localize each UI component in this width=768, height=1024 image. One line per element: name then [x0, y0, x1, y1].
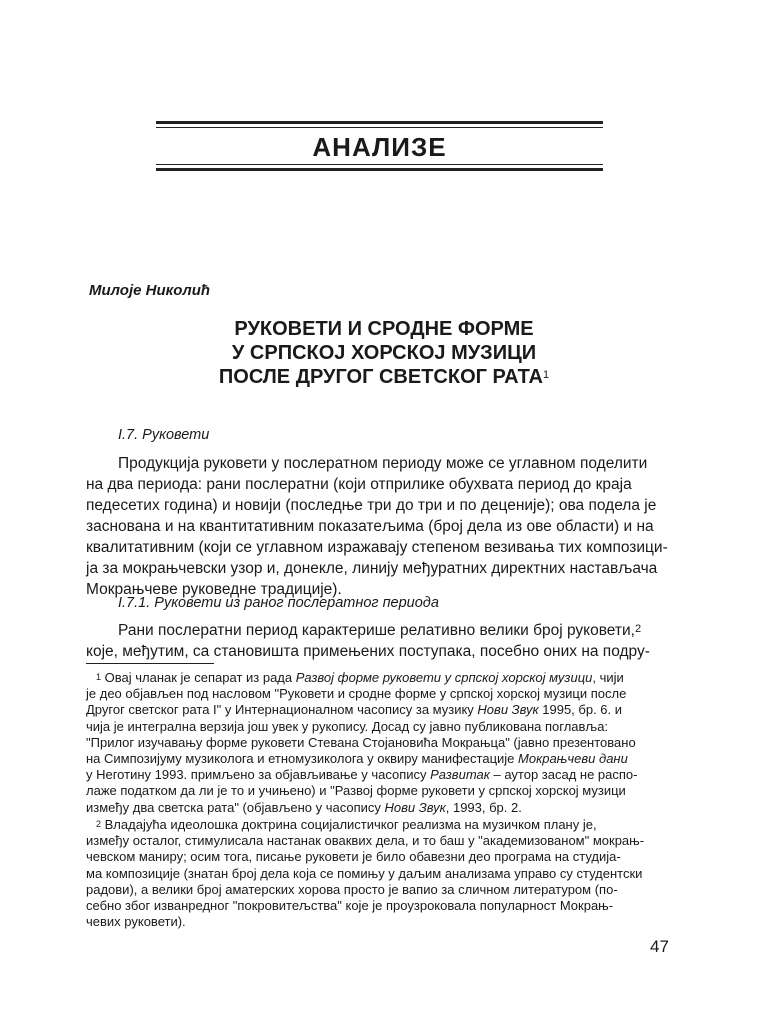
paragraph-1-line: заснована и на квантитативним показатељима (број дела из ове области) и на [86, 518, 654, 535]
footnote-2-line [86, 817, 683, 833]
paragraph-2-line: које, међутим, са становишта примењених поступака, посебно оних на подру- [86, 643, 650, 660]
footnote-1-line: лаже податком да ли је то и учињено) и "Развој форме руковети у српској хорској музици [86, 783, 626, 799]
header-rule-bottom-thick [156, 168, 603, 171]
footnote-2-line: чевском маниру; осим тога, писање руковети је било обавезни део програма на студија- [86, 849, 621, 865]
article-title-line-3 [0, 365, 768, 389]
footnote-text: , чији [592, 670, 624, 685]
article-title-line-3-text: ПОСЛЕ ДРУГОГ СВЕТСКОГ РАТА [218, 366, 543, 388]
footnote-text: , 1993, бр. 2. [445, 799, 522, 815]
footnote-text: у Неготину 1993. примљено за објављивање у часопису [86, 767, 431, 783]
paragraph-1-line: квалитативним (који се углавном изражавају степеном везивања тих композици- [86, 539, 668, 556]
footnote-text: 1995, бр. 6. и [538, 702, 623, 718]
footnote-1-line: "Прилог изучавању форме руковети Стевана Стојановића Мокрањца" (јавно презентовано [86, 734, 636, 750]
section-heading-1: I.7. Руковети [118, 427, 210, 443]
page-number: 47 [650, 937, 669, 956]
author-name: Милоје Николић [89, 282, 211, 299]
footnote-2-line: радови), а велики број аматерских хорова просто је вапио за сличном литературом (по- [86, 881, 618, 897]
footnote-1-line [86, 800, 683, 816]
section-heading-2: I.7.1. Руковети из раног послератног периода [118, 595, 439, 611]
footnote-1-line [86, 767, 683, 783]
header-rule-top-thick [156, 121, 603, 124]
footnote-2 [86, 817, 683, 930]
footnote-2-number: 2 [96, 819, 102, 829]
paragraph-1-line: на два периода: рани послератни (који отприлике обухвата период до краја [86, 476, 632, 493]
footnote-ref-2[interactable]: 2 [634, 623, 642, 635]
article-title-line-2: У СРПСКОЈ ХОРСКОЈ МУЗИЦИ [231, 342, 537, 364]
paragraph-1-line: ја за мокрањчевски узор и, донекле, линију међуратних директних настављача [86, 560, 658, 577]
footnote-italic-text: Нови Звук [384, 799, 446, 815]
paragraph-1-line: Мокрањчеве руковедне традиције). [86, 581, 342, 598]
paragraph-2 [86, 620, 683, 662]
article-title-line-1: РУКОВЕТИ И СРОДНЕ ФОРМЕ [234, 318, 534, 340]
footnote-1-line [86, 670, 683, 686]
footnote-text: између два светска рата" (објављено у часопису [86, 799, 385, 815]
article-title [0, 317, 768, 389]
footnote-2-line: између осталог, стимулисала настанак оваквих дела, и то баш у "академизованом" мокрањ- [86, 833, 645, 849]
footnote-2-line: чевих руковети). [86, 914, 186, 930]
footnote-1-number: 1 [96, 672, 102, 682]
footnote-italic-text: Нови Звук [477, 702, 539, 718]
paragraph-1-line: Продукција руковети у послератном периоду може се углавном поделити [118, 455, 648, 472]
footnote-1-line: чија је интегрална верзија још увек у рукопису. Досад су јавно публикована поглавља: [86, 718, 609, 734]
footnote-text: Владајућа идеолошка доктрина социјалистичког реализма на музичком плану је, [104, 817, 597, 832]
footnote-1-line [86, 751, 683, 767]
header-rule-bottom-thin [156, 164, 603, 165]
paragraph-1-line: педесетих година) и новији (последње три до три и по деценије); ова подела је [86, 497, 657, 514]
footnote-ref-1[interactable]: 1 [542, 369, 550, 381]
footnote-text: Другог светског рата I" у Интернационалном часопису за музику [86, 702, 478, 718]
paragraph-2-line-1-text: Рани послератни период карактерише релативно велики број руковети, [118, 622, 635, 639]
footnote-2-line: ма композиције (знатан број дела која се помињу у даљим анализама управо су студентски [86, 865, 643, 881]
footnote-text: Овај чланак је сепарат из рада [104, 670, 296, 685]
paragraph-2-line [86, 620, 683, 641]
footnote-text: – аутор засад не распо- [489, 767, 638, 783]
footnote-text: на Симпозијуму музиколога и етномузиколога у оквиру манифестације [86, 751, 519, 767]
footnote-italic-text: Развитак [430, 767, 490, 783]
header-rule-top-thin [156, 127, 603, 128]
footnote-1-line: је део објављен под насловом "Руковети и сродне форме у српској хорској музици после [86, 686, 627, 702]
footnote-italic-text: Развој форме руковети у српској хорској музици [295, 670, 593, 685]
footnote-1-line [86, 702, 683, 718]
paragraph-1 [86, 453, 683, 600]
footnote-2-line: себно због изванредног "покровитељства" које је проузроковала популарност Мокрањ- [86, 898, 614, 914]
footnote-1 [86, 670, 683, 816]
footnote-separator [86, 663, 214, 664]
section-title: АНАЛИЗЕ [312, 132, 447, 162]
footnote-italic-text: Мокрањчеви дани [518, 751, 628, 767]
